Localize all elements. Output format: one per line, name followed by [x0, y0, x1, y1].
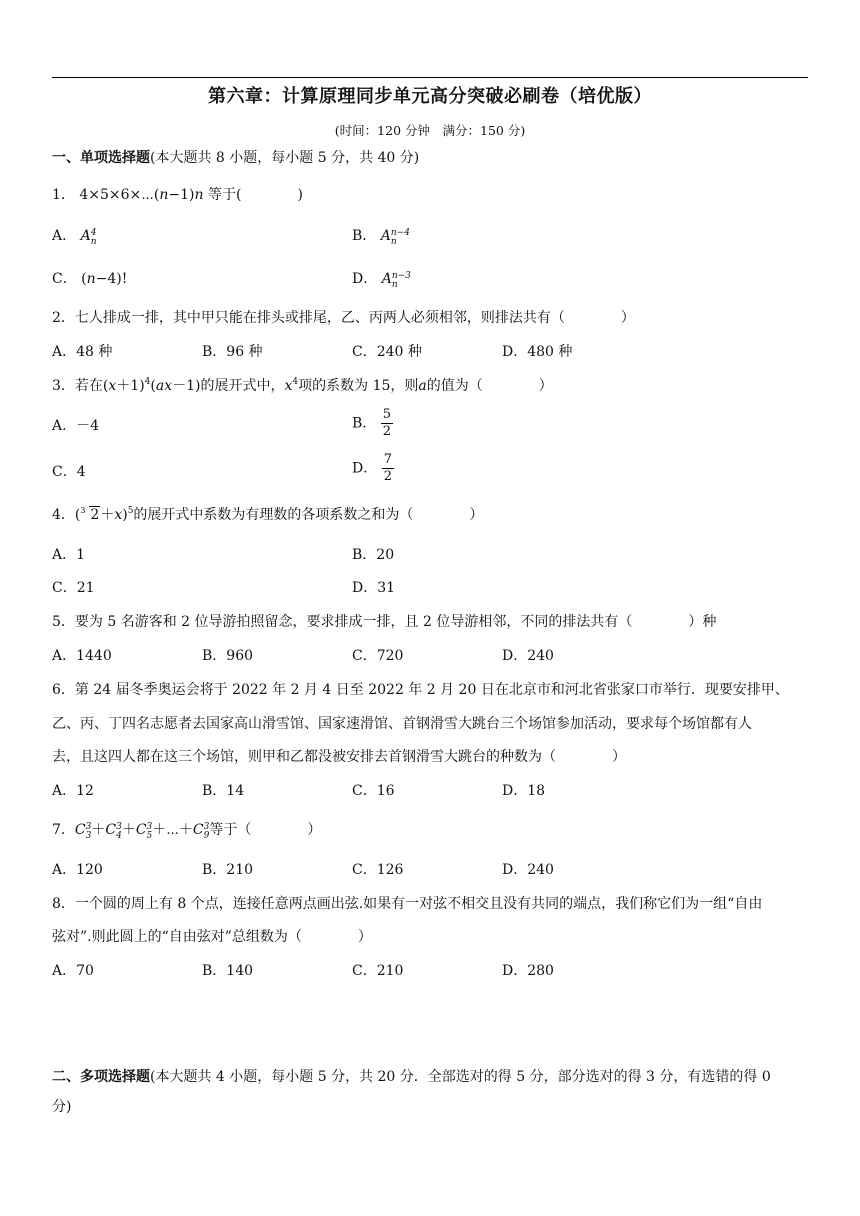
q3-term: $x^4$ [284, 377, 299, 394]
q5-option-d: D．240 [502, 648, 554, 664]
page-title: 第六章：计算原理同步单元高分突破必刷卷（培优版） [208, 86, 652, 107]
q2-option-b: B．96 种 [202, 344, 263, 360]
section2-heading-line [52, 1067, 771, 1087]
q3-option-d-letter: D． [352, 460, 378, 477]
q4-option-b: B．20 [352, 547, 395, 563]
q7-number: 7． [52, 822, 75, 838]
q3-b-numerator: 5 [382, 407, 392, 422]
q3-option-c: C．4 [52, 464, 86, 480]
q3-number: 3．若在 [52, 378, 103, 394]
q6-option-a: A．12 [52, 783, 94, 799]
q7-option-c: C．126 [352, 862, 404, 878]
question-4-stem [52, 505, 483, 525]
q1-option-d [352, 269, 411, 290]
q3-option-d [352, 452, 394, 485]
q1-option-c-formula: (n−4)! [81, 271, 128, 287]
q7-option-d: D．240 [502, 862, 554, 878]
q5-option-a: A．1440 [52, 648, 112, 664]
q8-option-a: A．70 [52, 963, 94, 979]
q3-mid-text: 的展开式中， [200, 378, 285, 394]
q3-d-denominator: 2 [383, 469, 392, 484]
question-8-line-2: 弦对”.则此圆上的“自由弦对”总组数为（ ） [52, 929, 372, 945]
q4-option-a: A．1 [52, 547, 86, 563]
q8-option-b: B．140 [202, 963, 254, 979]
q1-option-b [352, 226, 410, 247]
section2-note-continued: 分) [52, 1099, 72, 1115]
section1-heading-line [52, 148, 419, 168]
q6-option-d: D．18 [502, 783, 546, 799]
question-6-line-2: 乙、丙、丁四名志愿者去国家高山滑雪馆、国家速滑馆、首钢滑雪大跳台三个场馆参加活动，要求每个场馆都有人 [52, 716, 752, 732]
q6-option-b: B．14 [202, 783, 245, 799]
q3-option-a: A．－4 [52, 418, 100, 434]
q1-option-c [52, 269, 127, 289]
section1-heading: 一、单项选择题 [52, 150, 150, 166]
q3-expression: $(x+1)^4(ax-1)$ [102, 377, 201, 394]
question-6-line-3: 去，且这四人都在这三个场馆，则甲和乙都没被安排去首钢滑雪大跳台的种数为（ ） [52, 749, 626, 765]
q3-variable-a: a [418, 378, 427, 394]
q5-option-b: B．960 [202, 648, 254, 664]
q1-option-b-letter: B． [352, 228, 377, 244]
question-8-line-1: 8．一个圆的周上有 8 个点，连接任意两点画出弦.如果有一对弦不相交且没有共同的端点，我们称它们为一组“自由 [52, 896, 763, 912]
question-5-stem: 5．要为 5 名游客和 2 位导游拍照留念，要求排成一排，且 2 位导游相邻，不同的排法共有（ ）种 [52, 614, 717, 630]
q8-option-c: C．210 [352, 963, 404, 979]
q3-option-b [352, 407, 393, 440]
q1-stem-tail: 等于( ) [207, 187, 303, 203]
q2-option-a: A．48 种 [52, 344, 113, 360]
q3-d-numerator: 7 [383, 452, 392, 467]
q4-option-c: C．21 [52, 580, 95, 596]
question-2-stem: 2．七人排成一排，其中甲只能在排头或排尾，乙、丙两人必须相邻，则排法共有（ ） [52, 310, 635, 326]
q1-option-c-letter: C． [52, 271, 77, 287]
q1-number: 1． [52, 187, 75, 203]
q1-option-b-formula: A n−4 n [380, 228, 410, 247]
q4-stem-tail: 的展开式中系数为有理数的各项系数之和为（ ） [133, 507, 484, 523]
q1-expression: 4×5×6×⋯(n−1)n [79, 187, 204, 203]
q7-option-b: B．210 [202, 862, 254, 878]
page-top-rule [52, 77, 808, 78]
q2-option-c: C．240 种 [352, 344, 422, 360]
question-3-stem [52, 376, 553, 396]
q8-option-d: D．280 [502, 963, 554, 979]
q3-b-denominator: 2 [382, 424, 392, 439]
q6-option-c: C．16 [352, 783, 395, 799]
q3-option-b-fraction [381, 407, 393, 440]
q2-option-d: D．480 种 [502, 344, 573, 360]
q1-option-d-letter: D． [352, 271, 378, 287]
q4-expression: ( 3 2＋x)$^5$ [74, 506, 134, 523]
section1-note: (本大题共 8 小题，每小题 5 分，共 40 分) [150, 150, 420, 166]
q4-option-d: D．31 [352, 580, 396, 596]
q1-option-a [52, 226, 97, 247]
q7-stem-tail: 等于（ ） [209, 822, 322, 838]
section2-note: (本大题共 4 小题，每小题 5 分，共 20 分．全部选对的得 5 分，部分选对的得 3 分，有选错的得 0 [150, 1069, 771, 1085]
question-7-stem [52, 820, 321, 841]
q1-option-a-formula: A 4 n [80, 228, 97, 247]
q3-option-d-fraction [382, 452, 394, 485]
q7-option-a: A．120 [52, 862, 103, 878]
q3-mid-text-2: 项的系数为 15，则 [298, 378, 419, 394]
q3-stem-tail: 的值为（ ） [426, 378, 553, 394]
q3-option-b-letter: B． [352, 415, 377, 432]
q1-option-d-formula: A n−3 n [381, 271, 411, 290]
section2-heading: 二、多项选择题 [52, 1069, 150, 1085]
q5-option-c: C．720 [352, 648, 404, 664]
q7-expression: C 3 3 ＋C 3 4 ＋C 3 5 ＋⋯＋C 3 9 [74, 822, 210, 841]
page-subtitle: (时间：120 分钟 满分：150 分) [334, 123, 526, 138]
question-1-stem [52, 185, 303, 205]
q4-number: 4． [52, 507, 75, 523]
question-6-line-1: 6．第 24 届冬季奥运会将于 2022 年 2 月 4 日至 2022 年 2 月 20 日在北京市和河北省张家口市举行．现要安排甲、 [52, 682, 789, 698]
q1-option-a-letter: A． [52, 228, 77, 244]
